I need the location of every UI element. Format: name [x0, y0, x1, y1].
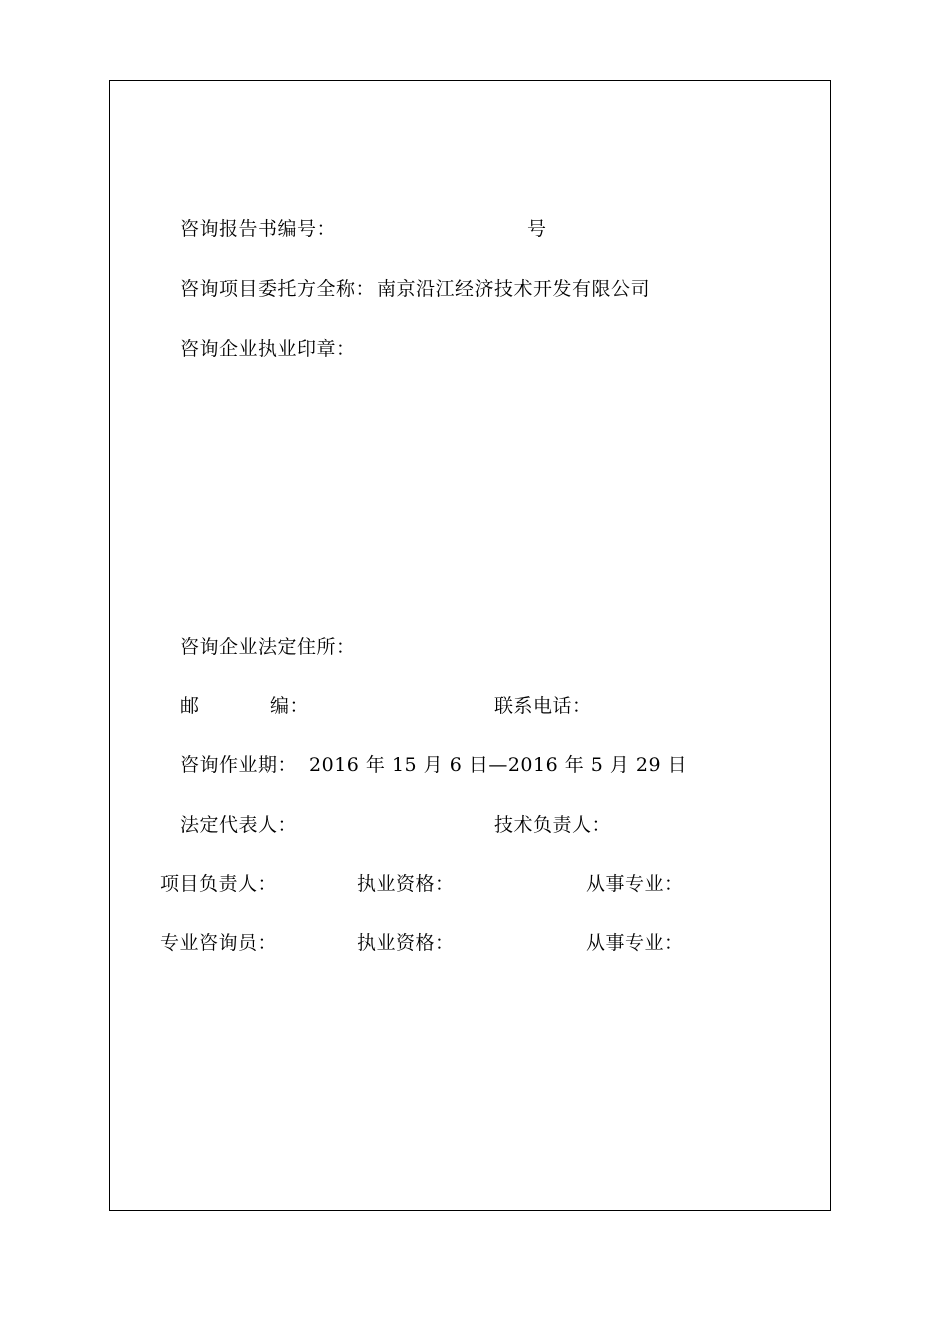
qualification-label-2: 执业资格：: [357, 932, 455, 954]
project-lead-label: 项目负责人：: [160, 873, 278, 895]
report-number-suffix: 号: [527, 218, 547, 240]
client-label: 咨询项目委托方全称：: [180, 278, 376, 300]
address-label: 咨询企业法定住所：: [180, 636, 356, 658]
period-value: 2016 年 15 月 6 日—2016 年 5 月 29 日: [309, 754, 688, 776]
client-row: [180, 277, 650, 301]
phone-label: 联系电话：: [494, 695, 592, 717]
specialty-label-2: 从事专业：: [586, 932, 684, 954]
postcode-label-part2: 编：: [270, 695, 310, 717]
legal-rep-label: 法定代表人：: [180, 814, 298, 836]
specialty-label-1: 从事专业：: [586, 873, 684, 895]
seal-label: 咨询企业执业印章：: [180, 338, 356, 360]
client-value: 南京沿江经济技术开发有限公司: [377, 278, 651, 300]
report-number-label: 咨询报告书编号：: [180, 218, 337, 240]
consultant-label: 专业咨询员：: [160, 932, 278, 954]
qualification-label-1: 执业资格：: [357, 873, 455, 895]
postcode-label-part1: 邮: [180, 695, 200, 717]
period-label: 咨询作业期：: [180, 754, 298, 776]
period-row: [180, 753, 687, 777]
tech-lead-label: 技术负责人：: [494, 814, 612, 836]
